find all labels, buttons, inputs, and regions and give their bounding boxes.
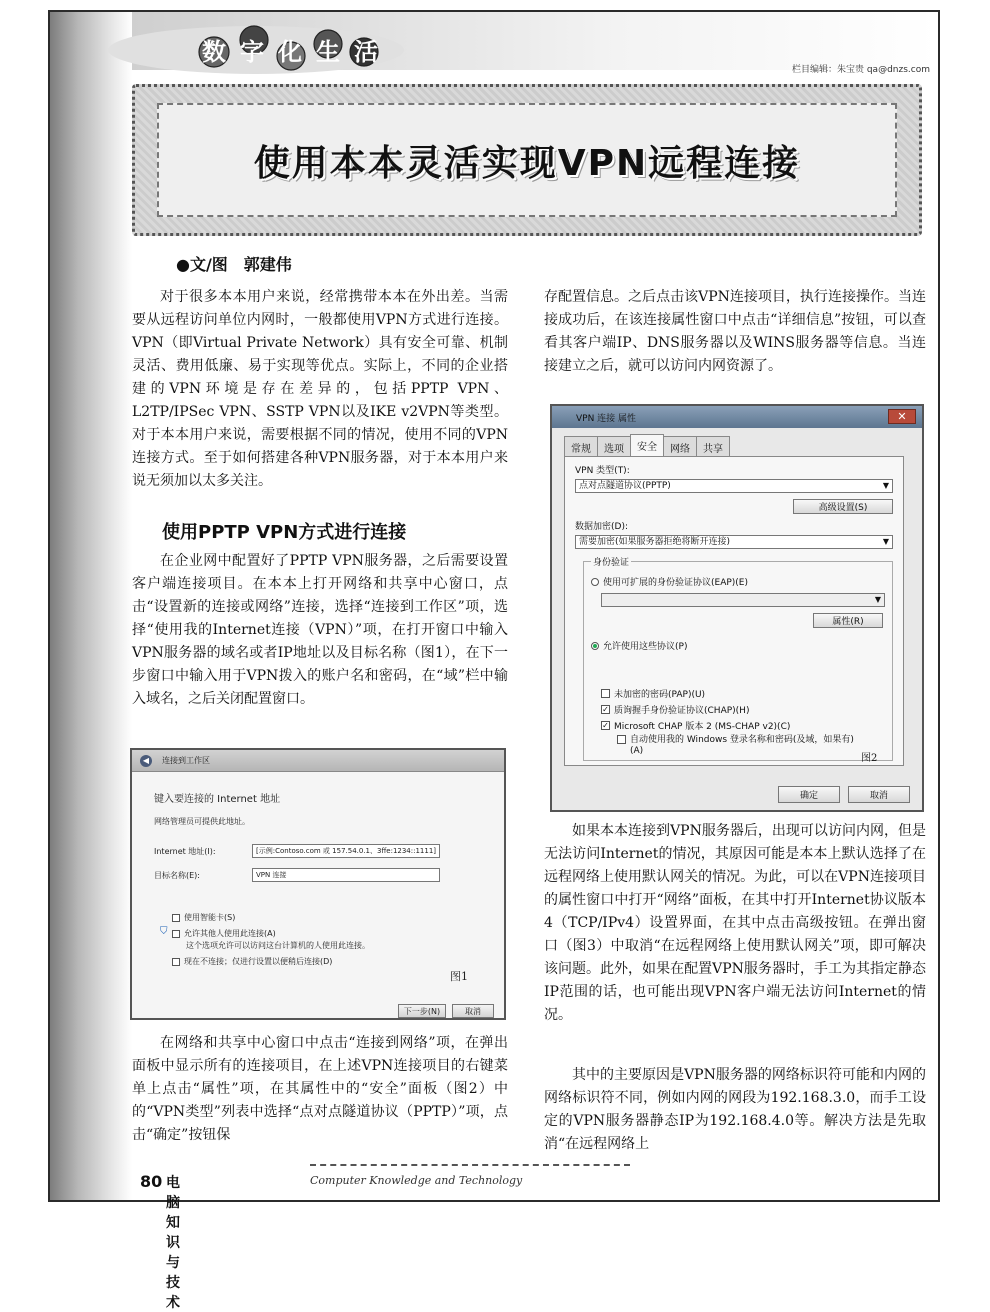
column-logo [106, 18, 406, 78]
paragraph-pptp: 在企业网中配置好了PPTP VPN服务器，之后需要设置客户端连接项目。在本本上打开网络和共享中心窗口，点击“设置新的连接或网络”连接，选择“连接到工作区”项，选择“使用我的Internet连接（VPN）”项，在打开窗口中输入VPN服务器的域名或者IP地址以及目标名称（图1），在下一步窗口中输入用于VPN拨入的账户名和密码，在“域”栏中输入域名，之后关闭配置窗口。 [132, 553, 508, 707]
back-arrow-icon[interactable]: ◀ [140, 755, 152, 767]
paragraph-properties: 在网络和共享中心窗口中点击“连接到网络”项，在弹出面板中显示所有的连接项目，在上述VPN连接项目的右键菜单上点击“属性”项，在其属性中的“安全”面板（图2）中的“VPN类型”列表中选择“点对点隧道协议（PPTP）”项，点击“确定”按钮保 [132, 1035, 508, 1143]
fig1-cancel-button[interactable]: 取消 [452, 1004, 494, 1018]
properties-button[interactable]: 属性(R) [813, 613, 883, 628]
title-banner [132, 84, 922, 236]
tab-network[interactable]: 网络 [663, 436, 697, 460]
paragraph-gateway: 如果本本连接到VPN服务器后，出现可以访问内网，但是无法访问Internet的情况，其原因可能是本本上默认选择了在远程网络上使用默认网关的情况。为此，可以在VPN连接项目的属性窗口中打开“网络”面板，在其中打开Internet协议版本4（TCP/IPv4）设置界面，在其中点击高级按钮。在弹出窗口（图3）中取消“在远程网络上使用默认网关”项，即可解决该问题。此外，如果在配置VPN服务器时，手工为其指定静态IP范围的话，也可能出现VPN客户端无法访问Internet的情况。 [544, 823, 926, 1023]
close-icon[interactable]: ✕ [888, 409, 916, 424]
pap-checkbox[interactable]: 未加密的密码(PAP)(U) [601, 687, 705, 700]
fig2-window-title: VPN 连接 属性 [576, 413, 637, 424]
encryption-label: 数据加密(D): [575, 522, 628, 532]
paragraph-intro: 对于很多本本用户来说，经常携带本本在外出差。当需要从远程访问单位内网时，一般都使用VPN方式进行连接。VPN（即Virtual Private Network）具有安全可靠、机制灵活、费用低廉、易于实现等优点。实际上，不同的企业搭建的VPN环境是存在差异的，包括PPTP VPN、L2TP/IPSec VPN、SSTP VPN以及IKE v2VPN等类型。对于本本用户来说，需要根据不同的情况，使用不同的VPN连接方式。至于如何搭建各种VPN服务器，对于本本用户来说无须加以太多关注。 [132, 289, 508, 489]
fig1-window-title: 连接到工作区 [162, 756, 210, 765]
fig1-heading: 键入要连接的 Internet 地址 [154, 794, 281, 805]
page-number: 80 [140, 1172, 163, 1191]
fig1-cb2-note: 这个选项允许可以访问这台计算机的人使用此连接。 [186, 941, 370, 950]
fig1-subheading: 网络管理员可提供此地址。 [154, 817, 250, 826]
encryption-select[interactable]: 需要加密(如果服务器拒绝将断开连接) ▼ [575, 535, 893, 549]
fig1-titlebar [132, 750, 504, 772]
destination-name-input[interactable]: VPN 连接 [252, 868, 440, 882]
auth-group-title: 身份验证 [591, 555, 631, 568]
vpn-type-select[interactable]: 点对点隧道协议(PPTP) ▼ [575, 479, 893, 493]
fig2-caption: 图2 [861, 753, 878, 764]
eap-select[interactable] [601, 593, 885, 607]
tab-sharing[interactable]: 共享 [696, 436, 730, 460]
figure-1-dialog [130, 748, 506, 1020]
fig1-dest-label: 目标名称(E): [154, 871, 200, 880]
vpn-type-label: VPN 类型(T): [575, 466, 630, 476]
checkmark-icon: ✓ [602, 721, 609, 730]
fig1-addr-label: Internet 地址(I): [154, 847, 216, 856]
smartcard-checkbox[interactable]: 使用智能卡(S) [172, 912, 235, 923]
article-title: 使用本本灵活实现VPN远程连接 [253, 142, 801, 184]
tab-security[interactable]: 安全 [630, 434, 664, 458]
radio-eap[interactable]: 使用可扩展的身份验证协议(EAP)(E) [591, 575, 748, 588]
connect-later-checkbox[interactable]: 现在不连接；仅进行设置以便稍后连接(D) [172, 956, 332, 967]
magazine-name: 电脑知识与技术 [166, 1175, 180, 1311]
editor-credit: 栏目编辑：朱宝贵 qa@dnzs.com [791, 65, 930, 75]
page-frame [48, 10, 940, 1311]
security-panel [564, 456, 904, 766]
page-spine-shadow [50, 12, 132, 1200]
radio-allow-protocols[interactable]: 允许使用这些协议(P) [591, 639, 687, 652]
fig1-caption: 图1 [450, 970, 468, 983]
figure-2-dialog [550, 404, 924, 812]
author-line: ●文/图 郭建伟 [176, 255, 292, 274]
chap-checkbox[interactable]: ✓ 质询握手身份验证协议(CHAP)(H) [602, 705, 750, 716]
section-heading: 使用PPTP VPN方式进行连接 [162, 522, 407, 543]
magazine-english-name: Computer Knowledge and Technology [310, 1174, 523, 1187]
auto-logon-checkbox[interactable]: 自动使用我的 Windows 登录名称和密码(及域，如果有)(A) [617, 735, 867, 757]
fig2-titlebar [552, 406, 922, 428]
tab-general[interactable]: 常规 [564, 436, 598, 460]
ok-button[interactable]: 确定 [778, 786, 840, 803]
paragraph-cause: 其中的主要原因是VPN服务器的网络标识符可能和内网的网络标识符不同，例如内网的网段为192.168.3.0，而手工设定的VPN服务器静态IP为192.168.4.0等。解决方法是先取消“在远程网络上 [544, 1067, 926, 1152]
advanced-settings-button[interactable]: 高级设置(S) [793, 499, 893, 514]
fig2-cancel-button[interactable]: 取消 [848, 786, 910, 803]
checkmark-icon: ✓ [602, 705, 609, 714]
paragraph-connect: 存配置信息。之后点击该VPN连接项目，执行连接操作。当连接成功后，在该连接属性窗口中点击“详细信息”按钮，可以查看其客户端IP、DNS服务器以及WINS服务器等信息。当连接建立之后，就可以访问内网资源了。 [544, 289, 926, 374]
next-button[interactable]: 下一步(N) [398, 1004, 446, 1018]
internet-address-input[interactable]: [示例:Contoso.com 或 157.54.0.1、3ffe:1234::1111] [252, 844, 440, 858]
column-title: 数字化生活 [202, 38, 392, 66]
shield-icon: ⛉ [160, 926, 168, 937]
tab-options[interactable]: 选项 [597, 436, 631, 460]
mschap-checkbox[interactable]: ✓ Microsoft CHAP 版本 2 (MS-CHAP v2)(C) [602, 721, 791, 732]
allow-others-checkbox[interactable]: 允许其他人使用此连接(A) [172, 928, 276, 939]
